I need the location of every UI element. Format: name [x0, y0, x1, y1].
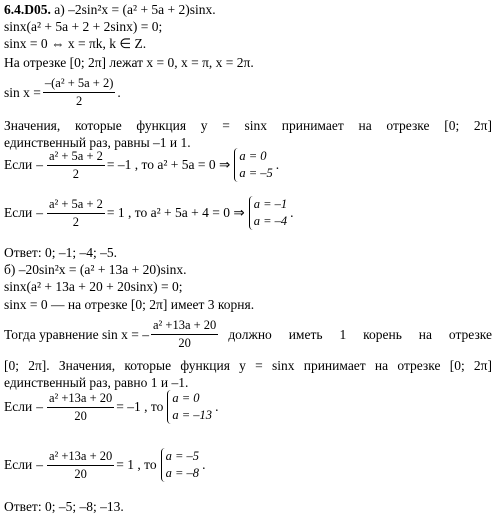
system-bracket: a = 0 a = –5 [234, 148, 272, 182]
case-plus-one-a: Если – $\frac{\text{a² + 5a + 2}}{2}$ = 1 , то a² + 5a + 4 = 0 ⇒ a = –1 a = –4 . [4, 196, 294, 229]
line-factorization: sinx(a² + 5a + 2 + 2sinx) = 0; [4, 19, 163, 34]
case-minus-one-b: Если – $\frac{\text{a² +13a + 20}}{20}$ = –1 , то a = 0 a = –13 . [4, 390, 219, 423]
line-values-text-2: единственный раз, равны –1 и 1. [4, 135, 191, 150]
case-minus-one-a: Если – $\frac{\text{a² + 5a + 2}}{2}$ = –1 , то a² + 5a = 0 ⇒ a = 0 a = –5 . [4, 148, 280, 181]
formula-sinx-b: Тогда уравнение sin x = – $\frac{\text{a² +13a + 20}}{20}$ должно иметь 1 корень на отрезке [4, 318, 492, 350]
fraction: $\frac{\text{a² + 5a + 2}}{2}$ [48, 148, 103, 181]
problem-number: 6.4.D05. [4, 2, 51, 17]
answer-a: Ответ: 0; –1; –4; –5. [4, 245, 117, 260]
line-sinx-zero: sinx = 0 ⇔ x = πk, k ∈ Z. [4, 36, 147, 51]
line-values-text: Значения, которые функция y = sinx принимает на отрезке [0; 2π] [4, 118, 492, 133]
fraction: $\frac{\text{–(a² + 5a + 2)}}{2}$ [44, 76, 114, 108]
fraction: $\frac{\text{a² +13a + 20}}{20}$ [48, 390, 113, 423]
line-values-text-b: [0; 2π]. Значения, которые функция y = sinx принимает на отрезке [0; 2π] [4, 358, 492, 373]
formula-sinx: sin x = $\frac{\text{–(a² + 5a + 2)}}{2}$ . [4, 76, 121, 108]
part-b-equation: б) –20sin²x = (a² + 13a + 20)sinx. [4, 262, 187, 277]
answer-b: Ответ: 0; –5; –8; –13. [4, 499, 124, 514]
system-bracket: a = 0 a = –13 [167, 390, 212, 424]
line-values-text-b-2: единственный раз, равно 1 и –1. [4, 375, 189, 390]
line-roots-on-segment: На отрезке [0; 2π] лежат x = 0, x = π, x = 2π. [4, 55, 254, 70]
system-bracket: a = –1 a = –4 [249, 196, 287, 230]
fraction: $\frac{\text{a² + 5a + 2}}{2}$ [48, 196, 103, 229]
formula-sinx-left: sin x = [4, 84, 41, 100]
fraction: $\frac{\text{a² +13a + 20}}{20}$ [48, 448, 113, 481]
problem-heading [4, 2, 216, 18]
system-bracket: a = –5 a = –8 [161, 448, 199, 482]
line-factorization-b: sinx(a² + 13a + 20 + 20sinx) = 0; [4, 279, 183, 294]
fraction: $\frac{\text{a² +13a + 20}}{20}$ [152, 318, 217, 350]
case-plus-one-b: Если – $\frac{\text{a² +13a + 20}}{20}$ = 1 , то a = –5 a = –8 . [4, 448, 206, 481]
part-a-equation: а) –2sin²x = (a² + 5a + 2)sinx. [50, 2, 216, 17]
line-three-roots: sinx = 0 — на отрезке [0; 2π] имеет 3 корня. [4, 297, 255, 312]
